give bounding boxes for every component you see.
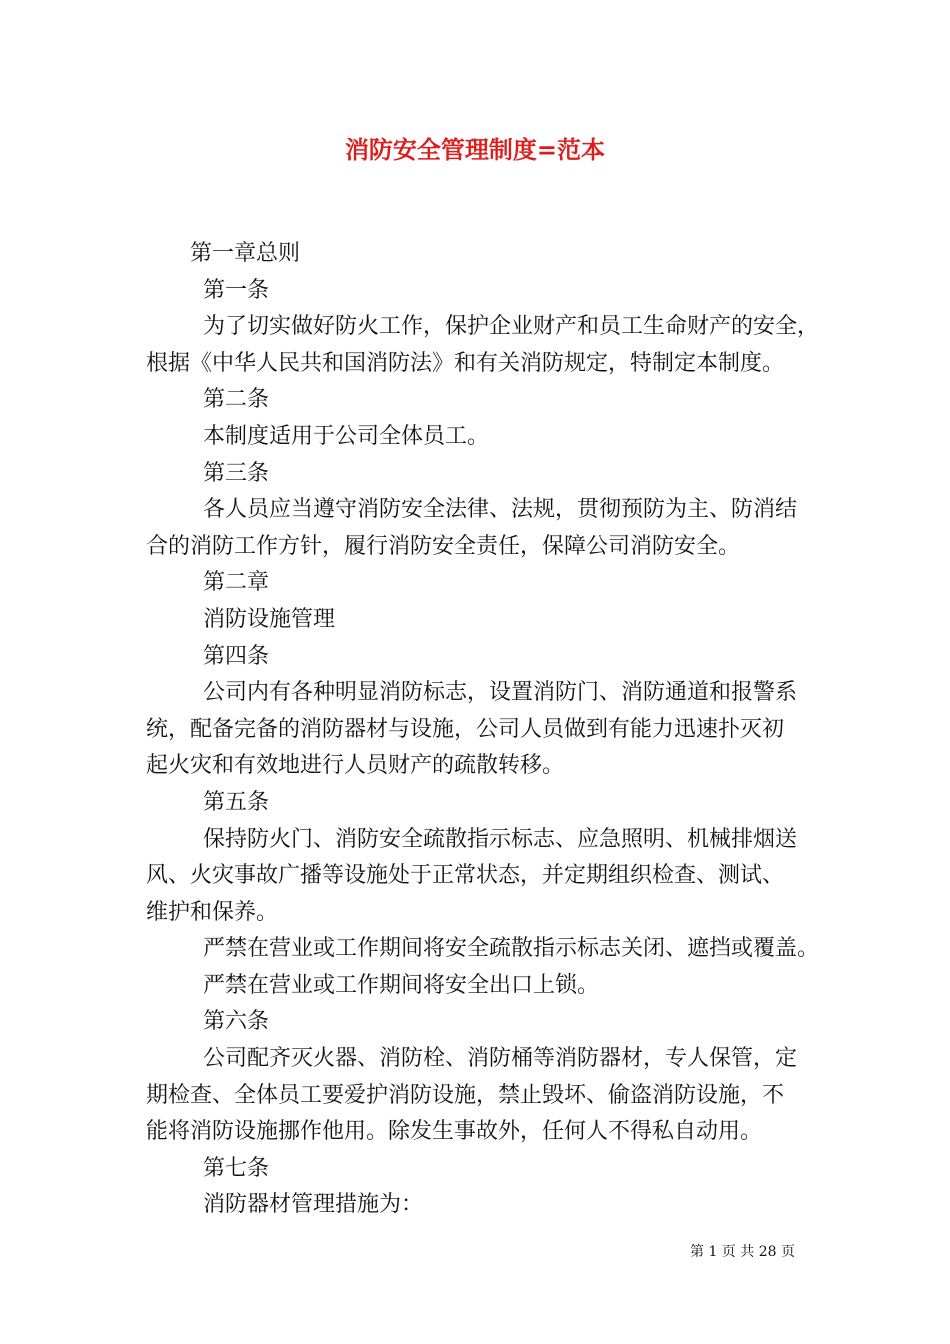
paragraph-line: 维护和保养。 [146,899,279,925]
paragraph-line: 第四条 [203,643,270,669]
paragraph-line: 第二条 [203,387,270,413]
paragraph-line: 第五条 [203,789,270,815]
paragraph-line: 合的消防工作方针，履行消防安全责任，保障公司消防安全。 [146,533,741,559]
paragraph-line: 公司内有各种明显消防标志，设置消防门、消防通道和报警系 [203,680,798,706]
paragraph-line: 消防器材管理措施为： [203,1192,424,1218]
paragraph-line: 根据《中华人民共和国消防法》和有关消防规定，特制定本制度。 [146,350,785,376]
paragraph-line: 为了切实做好防火工作，保护企业财产和员工生命财产的安全， [203,314,820,340]
document-body [146,236,820,1224]
paragraph-line: 起火灾和有效地进行人员财产的疏散转移。 [146,753,565,779]
paragraph-line: 保持防火门、消防安全疏散指示标志、应急照明、机械排烟送 [203,826,798,852]
paragraph-line: 第一条 [203,277,270,303]
paragraph-line: 第二章 [203,570,270,596]
paragraph-line: 各人员应当遵守消防安全法律、法规，贯彻预防为主、防消结 [203,497,798,523]
paragraph-line: 本制度适用于公司全体员工。 [203,423,490,449]
paragraph-line: 严禁在营业或工作期间将安全疏散指示标志关闭、遮挡或覆盖。 [203,936,820,962]
paragraph-line: 第三条 [203,460,270,486]
paragraph-line: 公司配齐灭火器、消防栓、消防桶等消防器材，专人保管，定 [203,1046,798,1072]
paragraph-line: 第六条 [203,1009,270,1035]
page-title: 消防安全管理制度=范本 [344,136,606,164]
paragraph-line: 期检查、全体员工要爱护消防设施，禁止毁坏、偷盗消防设施，不 [146,1082,785,1108]
paragraph-line: 风、火灾事故广播等设施处于正常状态，并定期组织检查、测试、 [146,863,785,889]
paragraph-line: 第七条 [203,1155,270,1181]
page-footer: 第 1 页 共 28 页 [690,1244,795,1260]
paragraph-line: 能将消防设施挪作他用。除发生事故外，任何人不得私自动用。 [146,1119,763,1145]
paragraph-line: 统，配备完备的消防器材与设施，公司人员做到有能力迅速扑灭初 [146,716,785,742]
paragraph-line: 严禁在营业或工作期间将安全出口上锁。 [203,972,600,998]
paragraph-line: 消防设施管理 [203,606,336,632]
paragraph-line: 第一章总则 [190,241,301,266]
